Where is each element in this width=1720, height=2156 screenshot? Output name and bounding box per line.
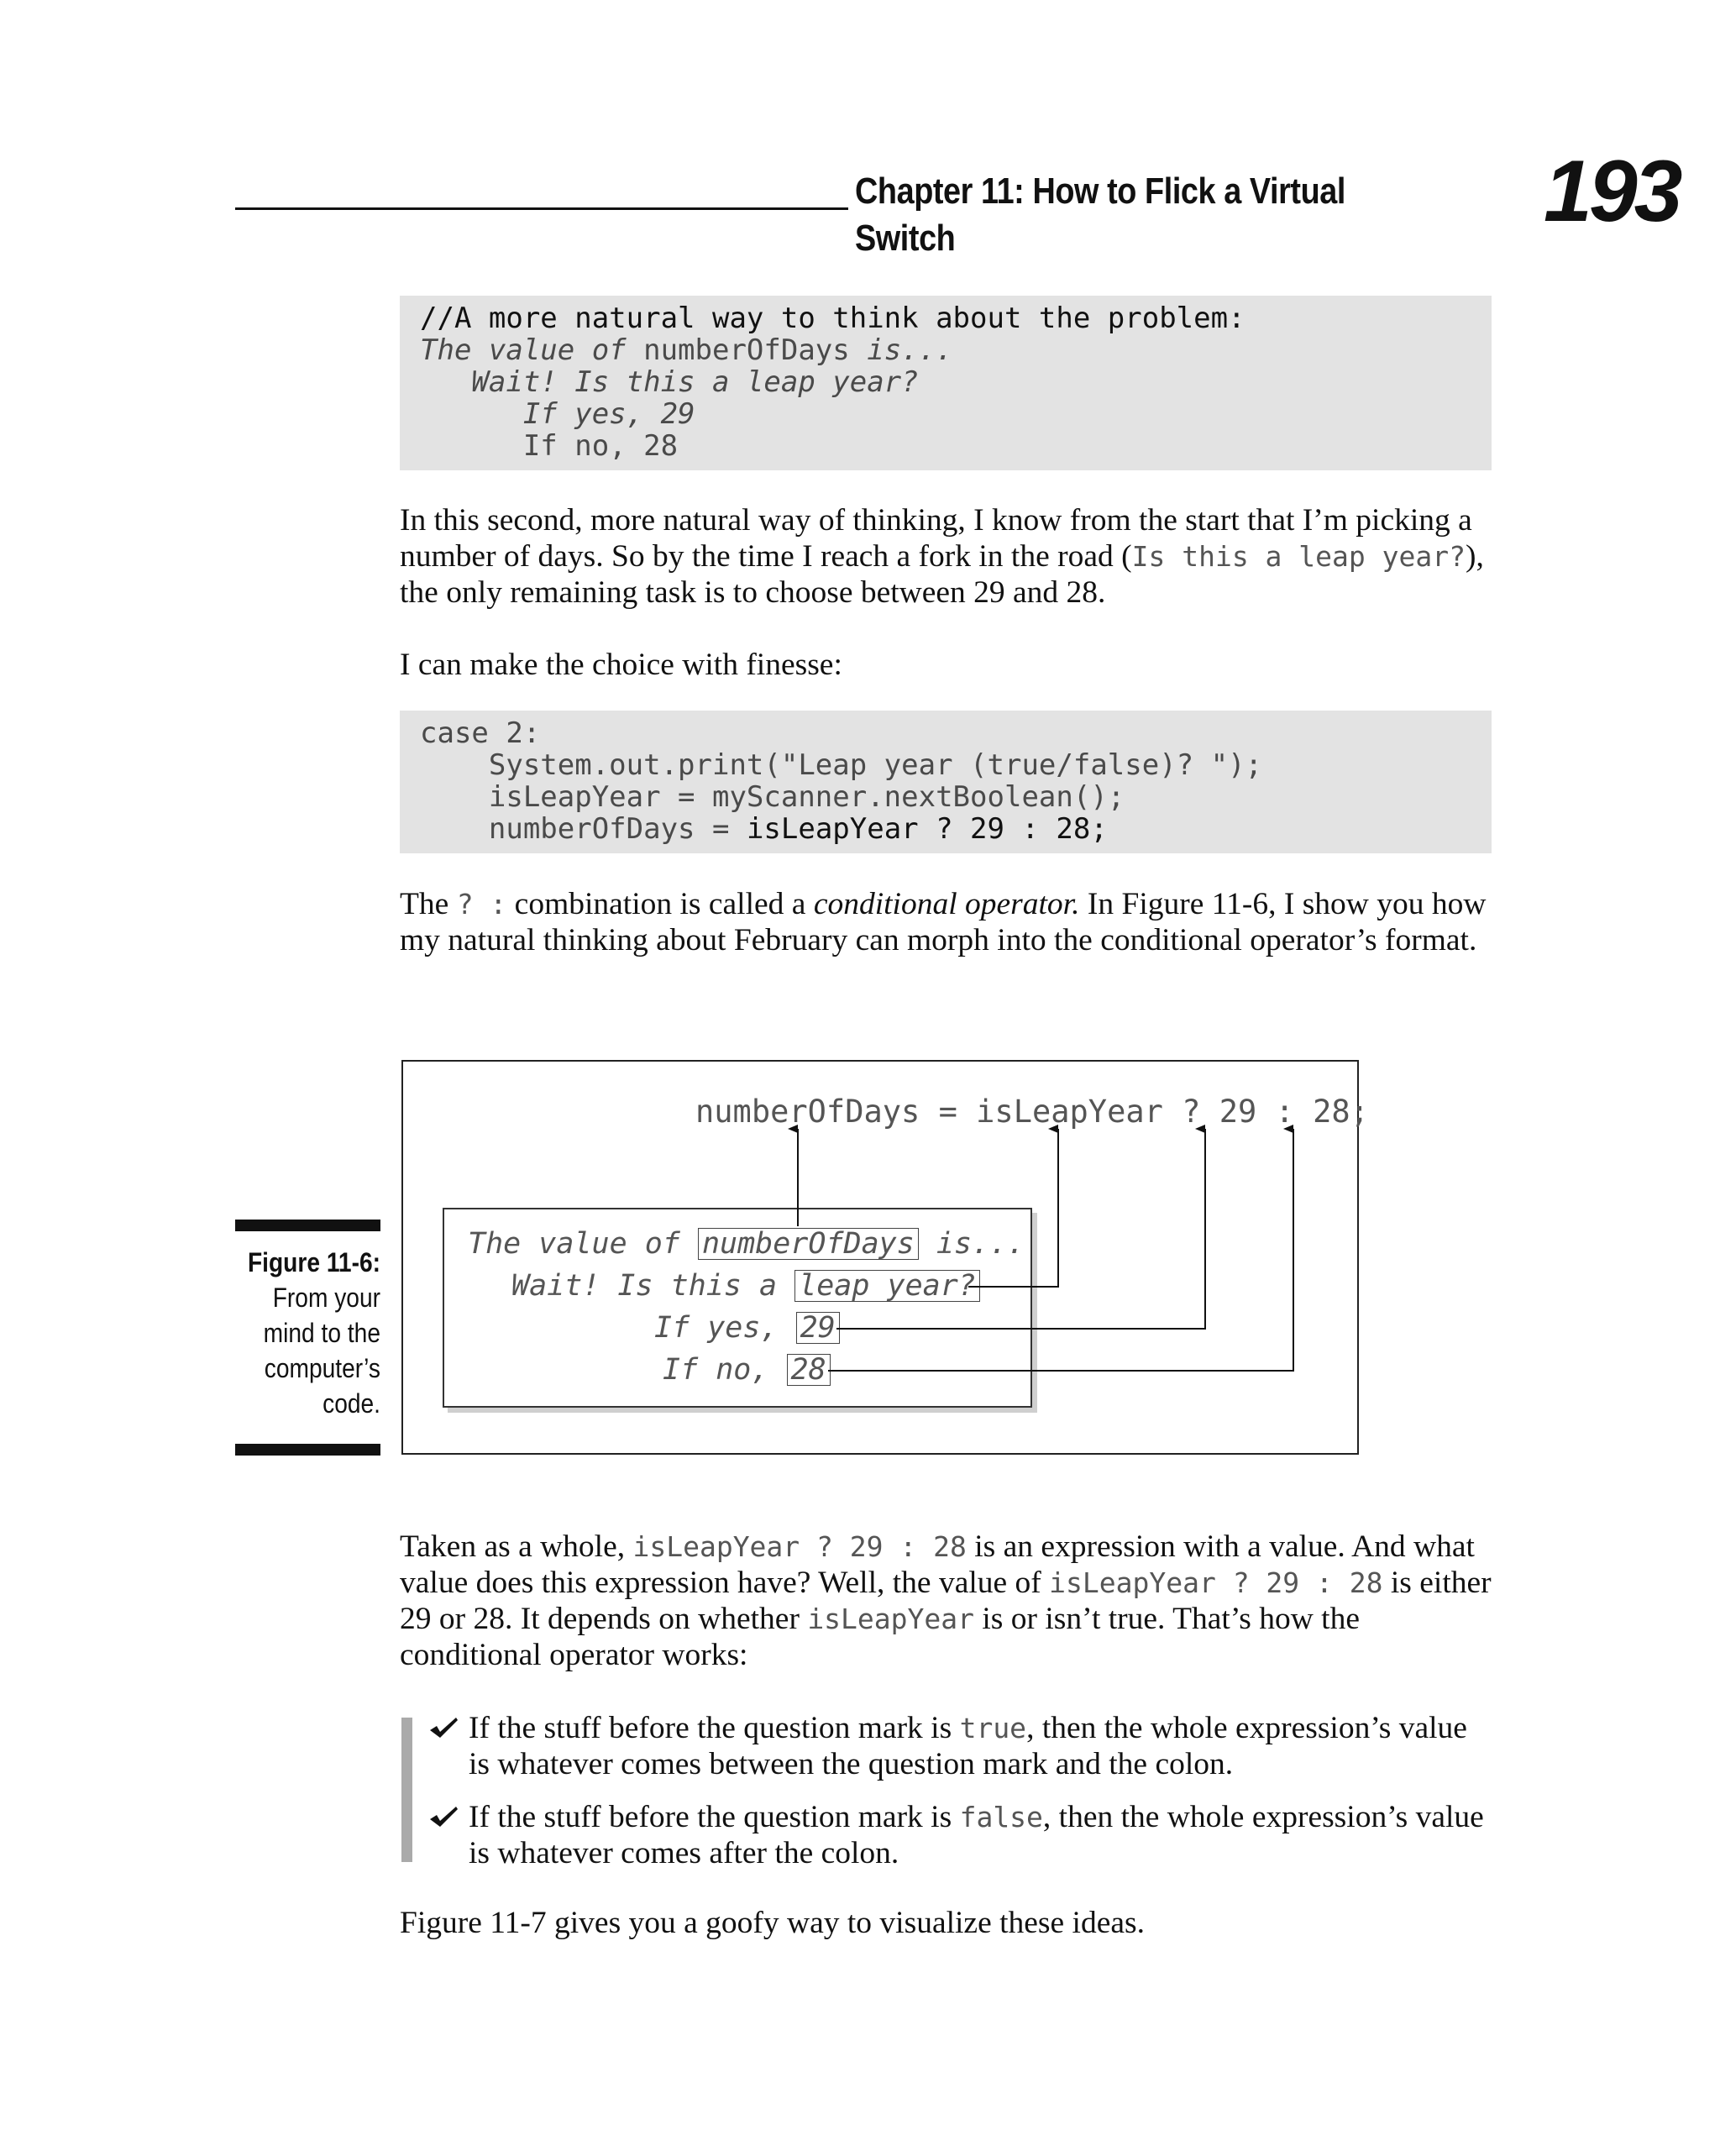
figure-box-numberofdays: numberOfDays xyxy=(698,1228,919,1260)
arrow-28 xyxy=(828,1129,1293,1371)
paragraph: Figure 11-7 gives you a goofy way to visualize these ideas. xyxy=(400,1906,1145,1940)
header-rule xyxy=(235,207,848,210)
code-block-natural-thinking xyxy=(400,296,1492,470)
code-line: case 2: xyxy=(420,716,541,750)
checkmark-icon xyxy=(428,1715,459,1740)
code-fragment: numberOfDays xyxy=(643,333,850,367)
text-run: is an expression with a value. And what value does this expression have? Well, the value of xyxy=(400,1529,1475,1600)
bullet-list-bar xyxy=(401,1718,412,1862)
page-number: 193 xyxy=(1544,143,1680,240)
figure-box-29: 29 xyxy=(796,1312,840,1344)
paragraph: I can make the choice with finesse: xyxy=(400,648,842,682)
figure-caption xyxy=(223,1245,380,1421)
text-run: In Figure 11-6, I show you how my natural thinking about February can morph into the conditional operator’s format. xyxy=(400,887,1487,957)
code-line: //A more natural way to think about the problem: xyxy=(420,302,1245,335)
inline-code: isLeapYear ? 29 : 28 xyxy=(632,1530,967,1563)
code-fragment: numberOfDays = xyxy=(420,812,747,846)
inline-code: isLeapYear ? 29 : 28 xyxy=(1049,1566,1383,1599)
text-run: is either 29 or 28. It depends on whether xyxy=(400,1566,1492,1636)
chapter-title: Chapter 11: How to Flick a Virtual Switch xyxy=(855,170,1345,259)
caption-label: Figure 11-6: xyxy=(247,1247,380,1277)
figure-box-leap-year: leap year? xyxy=(794,1270,980,1302)
code-line xyxy=(420,334,953,366)
inline-code: Is this a leap year? xyxy=(1131,540,1466,573)
emphasis: conditional operator. xyxy=(813,887,1080,921)
code-line: If no, 28 xyxy=(420,429,679,463)
figure-box-28: 28 xyxy=(787,1354,831,1386)
paragraph xyxy=(400,502,1492,611)
code-line: Wait! Is this a leap year? xyxy=(420,365,919,399)
text-run: If the stuff before the question mark is xyxy=(469,1800,960,1834)
code-block-case-2 xyxy=(400,711,1492,853)
text-run: Taken as a whole, xyxy=(400,1529,633,1564)
arrow-leap-year xyxy=(968,1129,1058,1287)
figure-text: If no, xyxy=(663,1353,787,1387)
figure-text: is... xyxy=(918,1227,1025,1261)
code-line xyxy=(420,813,1108,845)
inline-code: true xyxy=(959,1712,1027,1744)
code-fragment: is... xyxy=(849,333,953,367)
text-run: ), the only remaining task is to choose between 29 and 28. xyxy=(400,539,1484,610)
text-run: If the stuff before the question mark is xyxy=(469,1711,960,1745)
caption-text: From your mind to the computer’s code. xyxy=(263,1283,380,1419)
inline-code: ? : xyxy=(456,888,507,921)
code-fragment-highlight: isLeapYear ? 29 : 28; xyxy=(746,812,1108,846)
figure-text: The value of xyxy=(468,1227,698,1261)
code-fragment: The value of xyxy=(420,333,644,367)
arrow-29 xyxy=(836,1129,1205,1329)
text-run: combination is called a xyxy=(506,887,814,921)
paragraph xyxy=(400,1529,1492,1673)
code-line: System.out.print("Leap year (true/false)? "); xyxy=(420,748,1263,782)
list-item-text xyxy=(469,1710,1495,1782)
inline-code: false xyxy=(959,1801,1043,1833)
figure-code-statement: numberOfDays = isLeapYear ? 29 : 28; xyxy=(695,1094,1369,1130)
caption-bottom-bar xyxy=(235,1444,380,1456)
text-run: , then the whole expression’s value is whatever comes between the question mark and the colon. xyxy=(469,1711,1467,1781)
caption-top-bar xyxy=(235,1220,380,1231)
figure-text: Wait! Is this a xyxy=(511,1269,795,1303)
text-run: In this second, more natural way of thinking, I know from the start that I’m picking a number of days. So by the time I reach a fork in the road ( xyxy=(400,503,1472,574)
code-line: isLeapYear = myScanner.nextBoolean(); xyxy=(420,780,1125,814)
inline-code: isLeapYear xyxy=(807,1603,974,1635)
text-run: is or isn’t true. That’s how the conditional operator works: xyxy=(400,1602,1360,1672)
paragraph xyxy=(400,886,1492,958)
figure-text: If yes, xyxy=(654,1311,796,1345)
list-item-text xyxy=(469,1799,1495,1871)
text-run: The xyxy=(400,887,457,921)
code-line: If yes, 29 xyxy=(420,397,695,431)
figure-arrows xyxy=(401,1060,1359,1455)
checkmark-icon xyxy=(428,1804,459,1829)
text-run: , then the whole expression’s value is whatever comes after the colon. xyxy=(469,1800,1484,1870)
